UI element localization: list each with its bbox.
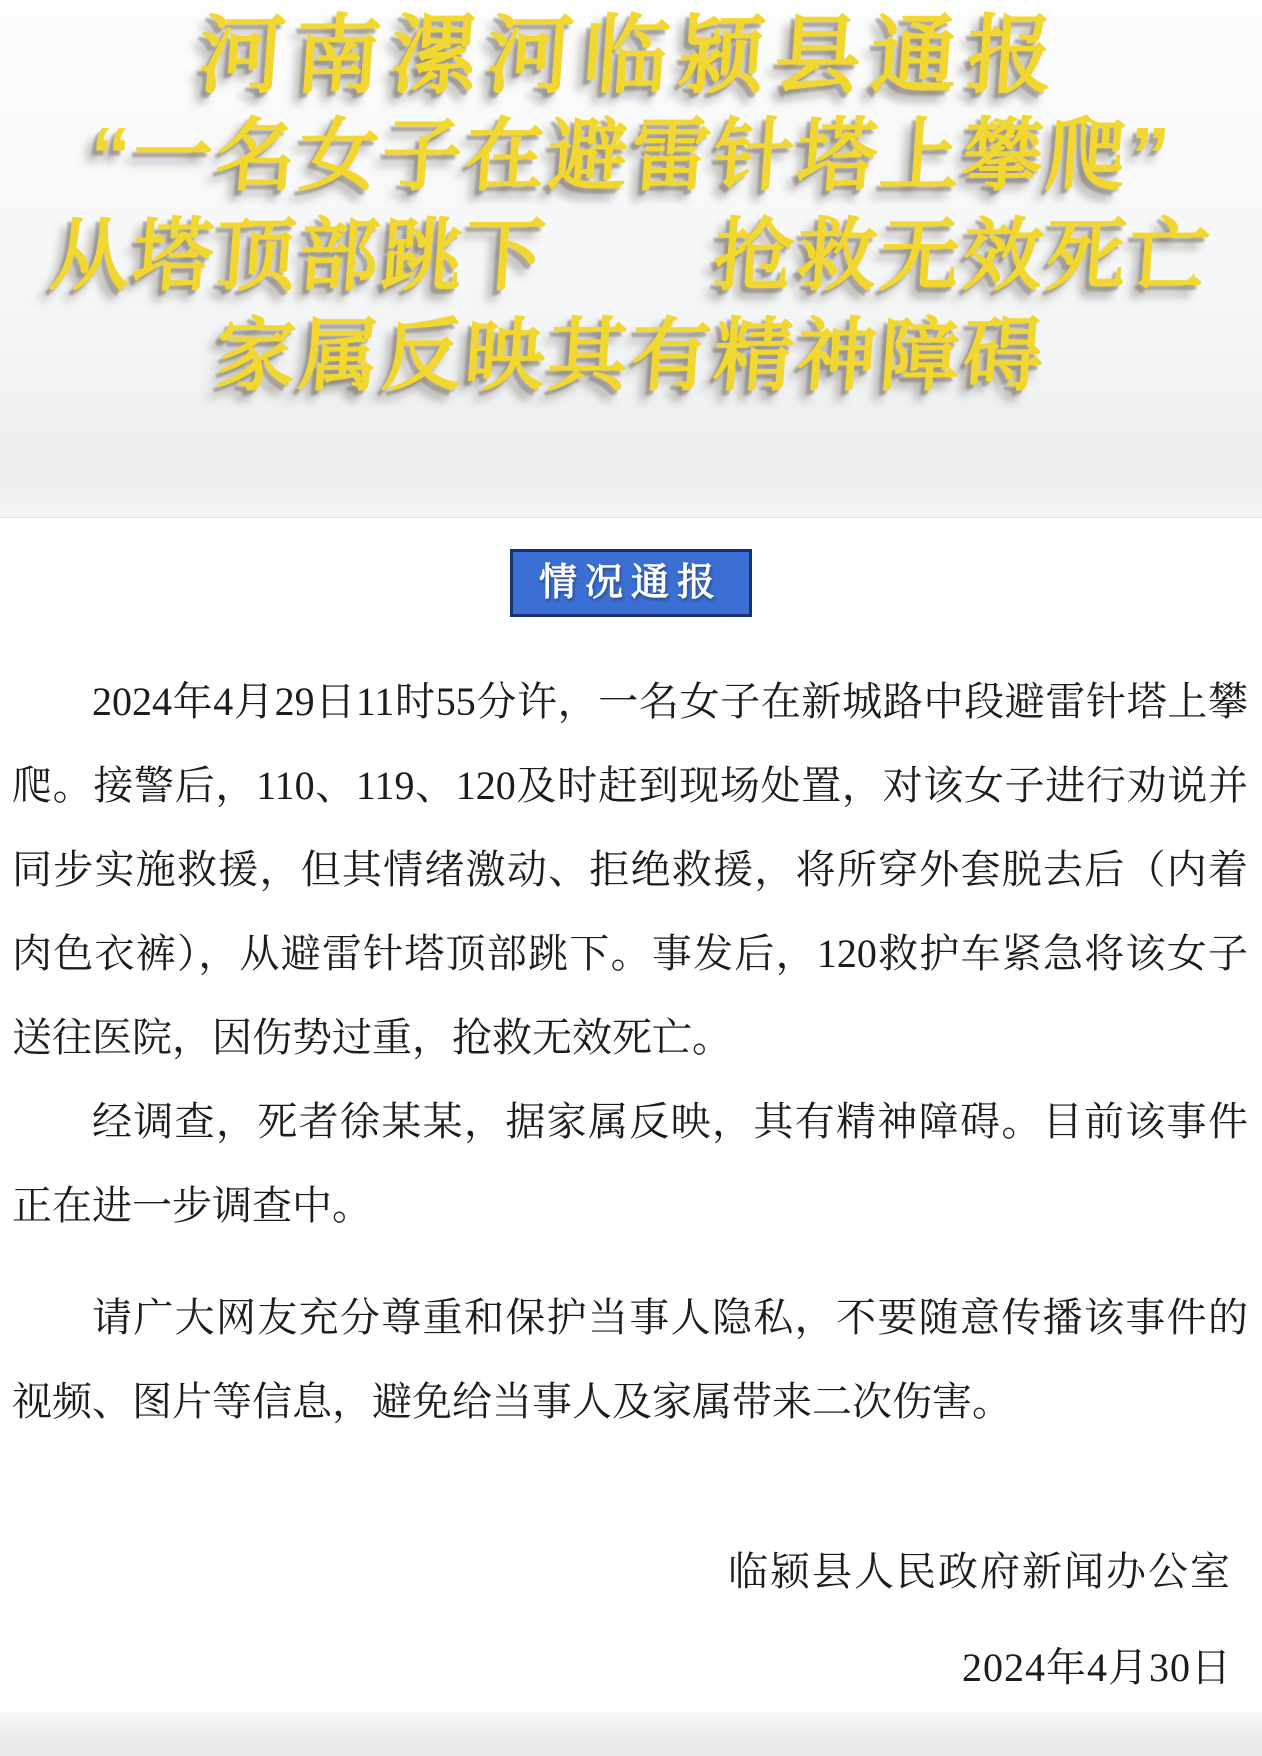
notice-body: [12, 660, 1248, 1444]
situation-report-badge: 情况通报: [510, 549, 752, 617]
headline-line-3: 从塔顶部跳下 抢救无效死亡: [46, 211, 1216, 300]
signature-date: 2024年4月30日: [962, 1645, 1232, 1690]
notice-paragraph-3: 请广大网友充分尊重和保护当事人隐私，不要随意传播该事件的视频、图片等信息，避免给当事人及家属带来二次伤害。: [12, 1295, 1248, 1424]
notice-paragraph-2: 经调查，死者徐某某，据家属反映，其有精神障碍。目前该事件正在进一步调查中。: [12, 1099, 1248, 1228]
signature-organization: 临颍县人民政府新闻办公室: [728, 1549, 1232, 1594]
headline-line-1: 河南漯河临颍县通报: [195, 8, 1067, 104]
headline-line-2: “一名女子在避雷针塔上攀爬”: [86, 111, 1176, 200]
footer-gradient-band: [0, 1712, 1262, 1756]
headline-banner: [0, 0, 1262, 518]
headline-line-4: 家属反映其有精神障碍: [212, 311, 1050, 400]
notice-paragraph-1: 2024年4月29日11时55分许，一名女子在新城路中段避雷针塔上攀爬。接警后，110、119、120及时赶到现场处置，对该女子进行劝说并同步实施救援，但其情绪激动、拒绝救援，将所穿外套脱去后（内着肉色衣裤），从避雷针塔顶部跳下。事发后，120救护车紧急将该女子送往医院，因伤势过重，抢救无效死亡。: [12, 679, 1248, 1060]
